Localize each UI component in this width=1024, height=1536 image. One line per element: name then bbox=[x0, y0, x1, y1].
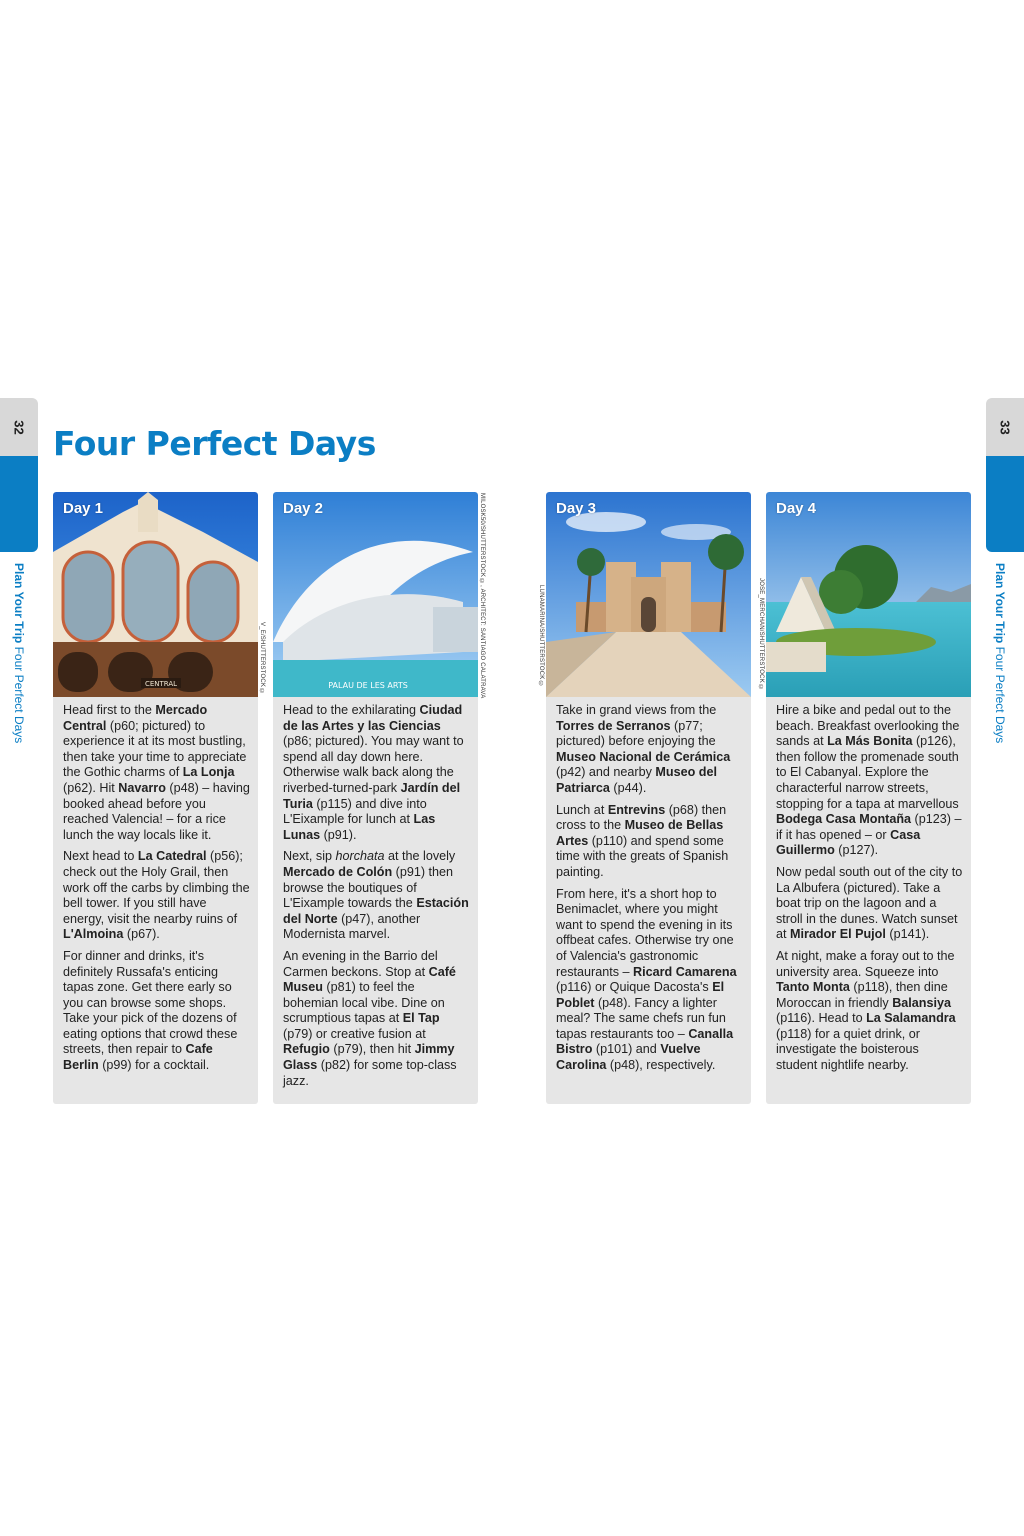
day-1-photo bbox=[53, 492, 258, 697]
text-run: (p81) to feel the bohemian local vibe. Dine on scrumptious tapas at bbox=[283, 980, 445, 1026]
day-2-paragraph bbox=[283, 849, 470, 943]
text-run: (p99) for a cocktail. bbox=[98, 1058, 210, 1073]
text-run: (p86; pictured). You may want to spend all day down here. Otherwise walk back along the riverbed-turned-park bbox=[283, 734, 464, 795]
text-run: Now pedal south out of the city to La Albufera (pictured). Take a boat trip on the lagoon and a stroll in the dunes. Watch sunset at bbox=[776, 864, 963, 942]
day-2-label: Day 2 bbox=[283, 500, 324, 517]
text-run: (p48). Fancy a lighter meal? The same chefs run fun tapas restaurants too – bbox=[556, 995, 726, 1041]
text-run: (p60; pictured) to experience it at its most bustling, then take your time to appreciate the Gothic charms of bbox=[63, 718, 247, 780]
torres-serranos-image bbox=[546, 492, 751, 697]
day-1-paragraph bbox=[63, 849, 250, 943]
day-2-paragraph bbox=[283, 703, 470, 843]
highlighted-place: Vuelve Carolina bbox=[556, 1042, 701, 1073]
running-head-left: Plan Your Trip Four Perfect Days bbox=[12, 563, 26, 744]
highlighted-place: Jimmy Glass bbox=[283, 1042, 455, 1073]
highlighted-place: Navarro bbox=[118, 780, 166, 795]
text-run: (p67). bbox=[123, 927, 160, 942]
highlighted-place: La Salamandra bbox=[866, 1011, 956, 1026]
text-run: (p79) or creative fusion at bbox=[283, 1026, 426, 1041]
text-run: (p44). bbox=[609, 780, 647, 795]
day-3-paragraph bbox=[556, 703, 743, 797]
text-run: (p118), then dine Moroccan in friendly bbox=[776, 980, 948, 1010]
text-run: (p115) and dive into L'Eixample for lunch at bbox=[283, 796, 427, 827]
highlighted-place: Ricard Camarena bbox=[633, 964, 737, 979]
text-run: Next, sip bbox=[283, 849, 336, 864]
text-run: (p82) for some top-class jazz. bbox=[283, 1058, 457, 1088]
text-run: horchata bbox=[335, 849, 385, 864]
text-run: (p48), respectively. bbox=[606, 1058, 716, 1073]
day-2-paragraph bbox=[283, 949, 470, 1089]
text-run: (p77; pictured) before enjoying the bbox=[556, 718, 716, 749]
highlighted-place: El Poblet bbox=[556, 980, 725, 1010]
running-head-right: Plan Your Trip Four Perfect Days bbox=[993, 563, 1007, 744]
day-4-photo bbox=[766, 492, 971, 697]
day-3-label: Day 3 bbox=[556, 500, 597, 517]
day-card-2 bbox=[273, 492, 478, 1104]
text-run: at the lovely bbox=[384, 849, 456, 864]
text-run: (p62). Hit bbox=[63, 780, 119, 795]
day-4-label: Day 4 bbox=[776, 500, 817, 517]
highlighted-place: Museo de Bellas Artes bbox=[556, 818, 724, 848]
ciudad-artes-image bbox=[273, 492, 478, 697]
highlighted-place: Tanto Monta bbox=[776, 980, 850, 995]
page-title: Four Perfect Days bbox=[53, 424, 376, 463]
photo-sign-day-1: CENTRAL bbox=[144, 680, 178, 688]
photo-credit-day-3: LUNAMARINA/SHUTTERSTOCK © bbox=[538, 585, 544, 688]
highlighted-place: Ciudad de las Artes y las Ciencias bbox=[283, 703, 463, 733]
text-run: For dinner and drinks, it's definitely Russafa's enticing tapas zone. Get there early so you can browse some shops. Take your pick of the dozens of eating options that crowd these streets, then repair to bbox=[63, 948, 238, 1057]
text-run: From here, it's a short hop to Benimaclet, where you might want to spend the evening in its offbeat cafes. Otherwise try one of Valencia's gastronomic restaurants – bbox=[556, 886, 734, 979]
la-albufera-image bbox=[766, 492, 971, 697]
highlighted-place: Jardín del Turia bbox=[283, 780, 461, 811]
text-run: Lunch at bbox=[556, 802, 608, 817]
text-run: (p116) or Quique Dacosta's bbox=[556, 980, 713, 995]
day-2-photo bbox=[273, 492, 478, 697]
text-run: (p47), another Modernista marvel. bbox=[283, 911, 421, 942]
text-run: An evening in the Barrio del Carmen beckons. Stop at bbox=[283, 948, 438, 979]
text-run: (p91) then browse the boutiques of L'Eixample towards the bbox=[283, 864, 454, 911]
text-run: Head first to the bbox=[63, 703, 156, 717]
text-run: (p123) – if it has opened – or bbox=[776, 812, 962, 842]
day-card-1 bbox=[53, 492, 258, 1104]
highlighted-place: El Tap bbox=[402, 1011, 440, 1026]
text-run: Head to the exhilarating bbox=[283, 703, 420, 717]
highlighted-place: Torres de Serranos bbox=[556, 718, 671, 733]
day-card-4 bbox=[766, 492, 971, 1104]
text-run: (p141). bbox=[885, 927, 930, 942]
highlighted-place: Canalla Bistro bbox=[556, 1026, 734, 1057]
text-run: Take in grand views from the bbox=[556, 703, 717, 717]
day-1-paragraph bbox=[63, 949, 250, 1074]
highlighted-place: La Más Bonita bbox=[827, 734, 913, 749]
text-run: Next head to bbox=[63, 849, 138, 864]
day-1-label: Day 1 bbox=[63, 500, 104, 517]
highlighted-place: Refugio bbox=[283, 1042, 330, 1057]
highlighted-place: Bodega Casa Montaña bbox=[776, 812, 912, 827]
text-run: (p110) and spend some time with the greats of Spanish painting. bbox=[556, 833, 729, 879]
photo-credit-day-1: V_E/SHUTTERSTOCK © bbox=[259, 622, 265, 696]
highlighted-place: Café Museu bbox=[283, 964, 456, 995]
text-run: (p68) then cross to the bbox=[556, 802, 727, 833]
day-3-paragraph bbox=[556, 803, 743, 881]
highlighted-place: Cafe Berlin bbox=[63, 1042, 213, 1073]
day-3-photo bbox=[546, 492, 751, 697]
text-run: (p56); check out the Holy Grail, then work off the carbs by climbing the bell tower. If you still have energy, visit the nearby ruins of bbox=[63, 849, 250, 926]
mercado-central-image bbox=[53, 492, 258, 697]
day-4-paragraph bbox=[776, 949, 963, 1074]
text-run: At night, make a foray out to the university area. Squeeze into bbox=[776, 948, 955, 979]
highlighted-place: L'Almoina bbox=[63, 927, 124, 942]
text-run: (p42) and nearby bbox=[556, 765, 656, 780]
highlighted-place: Museo del Patriarca bbox=[556, 765, 718, 795]
highlighted-place: Las Lunas bbox=[283, 812, 436, 842]
day-1-paragraph bbox=[63, 703, 250, 843]
text-run: (p118) for a quiet drink, or investigate the boisterous student nightlife nearby. bbox=[776, 1026, 920, 1073]
text-run: (p127). bbox=[834, 843, 879, 858]
day-3-paragraph bbox=[556, 887, 743, 1074]
left-tab-accent bbox=[0, 456, 38, 552]
highlighted-place: La Catedral bbox=[137, 849, 207, 864]
highlighted-place: La Lonja bbox=[182, 765, 235, 780]
text-run: (p48) – having booked ahead before you reached Valencia! – for a rice lunch the way locals like it. bbox=[63, 780, 250, 842]
highlighted-place: Mirador El Pujol bbox=[790, 927, 886, 942]
day-4-text bbox=[766, 697, 971, 1074]
page-number-left: 32 bbox=[0, 398, 38, 456]
text-run: (p91). bbox=[320, 827, 357, 842]
day-4-paragraph bbox=[776, 865, 963, 943]
text-run: Hire a bike and pedal out to the beach. Breakfast overlooking the sands at bbox=[776, 703, 960, 749]
day-4-paragraph bbox=[776, 703, 963, 859]
highlighted-place: Entrevins bbox=[607, 802, 666, 817]
highlighted-place: Museo Nacional de Cerámica bbox=[556, 749, 731, 764]
highlighted-place: Casa Guillermo bbox=[776, 827, 921, 858]
photo-credit-day-2: MILOSK50/SHUTTERSTOCK ©, ARCHITECT: SANTIAGO CALATRAVA bbox=[479, 493, 485, 699]
highlighted-place: Balansiya bbox=[892, 995, 952, 1010]
text-run: (p116). Head to bbox=[776, 1011, 867, 1026]
day-card-3 bbox=[546, 492, 751, 1104]
photo-sign-day-2: PALAU DE LES ARTS bbox=[328, 681, 408, 690]
highlighted-place: Mercado Central bbox=[63, 703, 208, 733]
highlighted-place: Estación del Norte bbox=[283, 896, 469, 926]
photo-credit-day-4: JOSE_MERCHAN/SHUTTERSTOCK © bbox=[758, 578, 764, 691]
text-run: (p79), then hit bbox=[329, 1042, 415, 1057]
right-tab-accent bbox=[986, 456, 1024, 552]
text-run: (p126), then follow the promenade south to El Cabanyal. Explore the characterful narrow streets, stopping for a tapa at marvellous bbox=[776, 734, 959, 811]
text-run: (p101) and bbox=[592, 1042, 661, 1057]
day-3-text bbox=[546, 697, 751, 1074]
day-2-text bbox=[273, 697, 478, 1089]
day-1-text bbox=[53, 697, 258, 1074]
highlighted-place: Mercado de Colón bbox=[283, 864, 393, 879]
page-number-right: 33 bbox=[986, 398, 1024, 456]
